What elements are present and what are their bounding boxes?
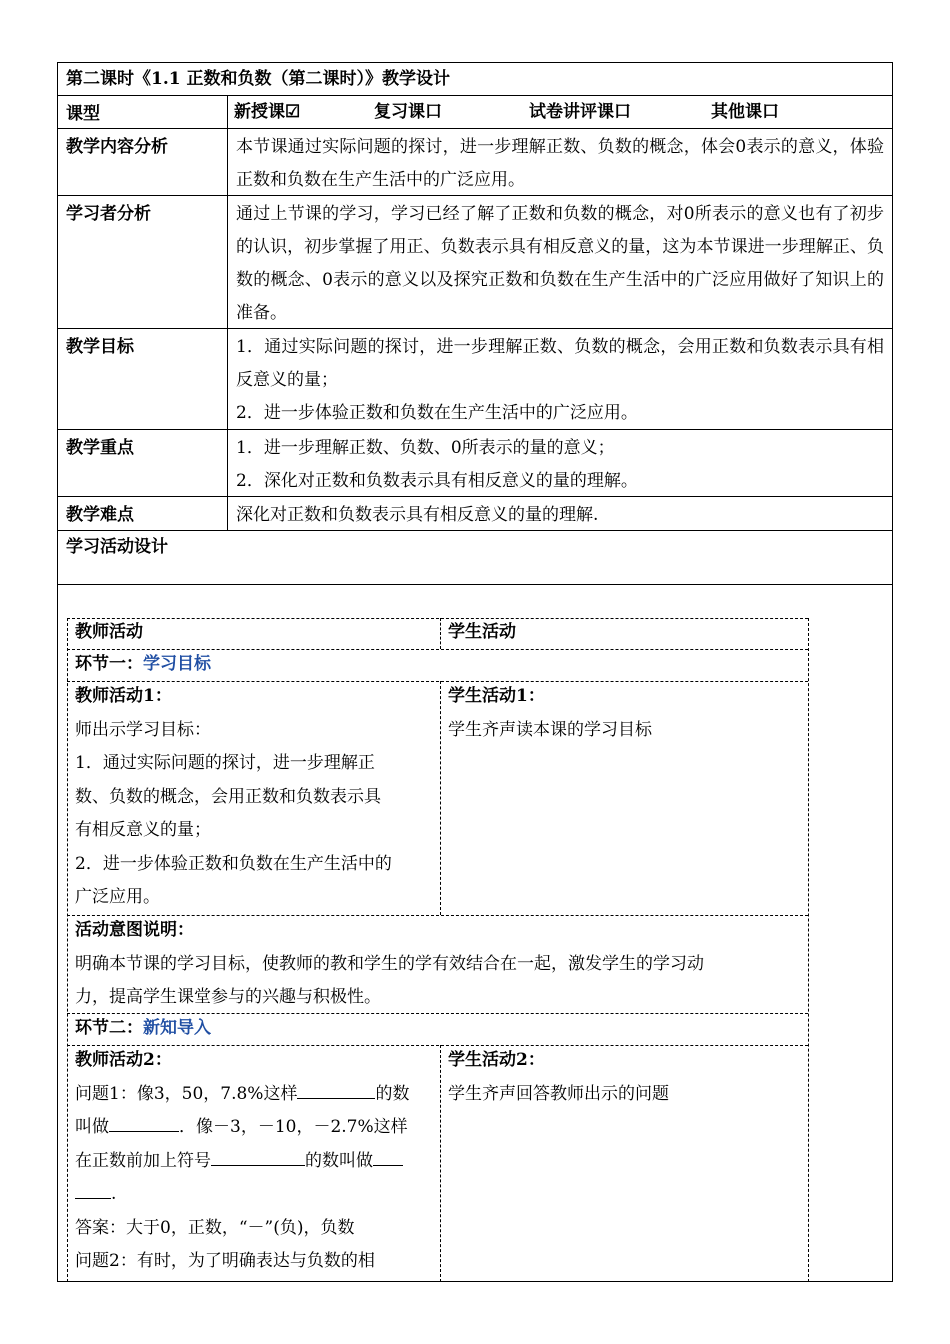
stage2-student-text: 学生齐声回答教师出示的问题 [448, 1083, 669, 1104]
stage1-student-cell [440, 680, 808, 747]
objectives-row [58, 329, 892, 430]
objectives-list [228, 329, 892, 432]
learner-analysis-row [58, 196, 892, 329]
text-line: 广泛应用。 [75, 887, 160, 907]
text-line: 1．通过实际问题的探讨，进一步理解正 [75, 753, 375, 773]
key-point-item: 2．深化对正数和负数表示具有相反意义的量的理解。 [236, 471, 638, 491]
stage1-teacher-title: 教师活动1： [75, 686, 172, 706]
text-line: 数、负数的概念，会用正数和负数表示具 [75, 786, 381, 807]
difficulties-text: 深化对正数和负数表示具有相反意义的量的理解. [236, 505, 599, 525]
stage1-teacher-cell [67, 680, 440, 915]
question1-line2 [75, 1111, 432, 1145]
text-segment: 的数叫做 [305, 1150, 373, 1171]
stage1-prefix: 环节一： [75, 654, 143, 674]
stage2-heading [67, 1012, 808, 1046]
text-line: 力，提高学生课堂参与的兴趣与积极性。 [75, 987, 381, 1007]
text-segment: 在正数前加上符号 [75, 1150, 211, 1171]
objectives-label: 教学目标 [58, 329, 228, 429]
difficulties-label: 教学难点 [58, 497, 228, 530]
content-analysis-text: 本节课通过实际问题的探讨，进一步理解正数、负数的概念，体会0表示的意义，体验正数和负数在生产生活中的广泛应用。 [236, 137, 884, 190]
option-other-lesson[interactable]: 其他课口 [711, 102, 779, 122]
stage1-student-title: 学生活动1： [448, 686, 545, 706]
key-point-item: 1．进一步理解正数、负数、0所表示的量的意义； [236, 438, 615, 458]
key-points-label: 教学重点 [58, 430, 228, 496]
fill-blank[interactable] [211, 1147, 305, 1166]
student-activity-header: 学生活动 [448, 622, 516, 642]
activity-table [67, 618, 809, 1282]
course-type-options [234, 98, 779, 126]
text-line: 明确本节课的学习目标，使教师的教和学生的学有效结合在一起，激发学生的学习动 [75, 953, 704, 974]
question1-line3 [75, 1145, 432, 1179]
fill-blank[interactable] [75, 1180, 111, 1199]
stage2-student-title: 学生活动2： [448, 1050, 545, 1070]
stage1-heading [67, 648, 808, 682]
course-type-label: 课型 [58, 96, 228, 128]
activity-design-row [58, 531, 892, 585]
divider [808, 618, 809, 1282]
objective-item: 2．进一步体验正数和负数在生产生活中的广泛应用。 [236, 403, 638, 423]
option-review-lesson[interactable]: 复习课口 [374, 102, 442, 122]
stage1-intent-cell [67, 914, 808, 1015]
text-segment: 叫做 [75, 1117, 109, 1137]
content-analysis-row [58, 129, 892, 196]
stage2-teacher-title: 教师活动2： [75, 1050, 172, 1070]
course-type-row [58, 96, 892, 129]
learner-analysis-text: 通过上节课的学习，学习已经了解了正数和负数的概念，对0所表示的意义也有了初步的认识，初步掌握了用正、负数表示具有相反意义的量，这为本节课进一步理解正、负数的概念、0表示的意义以及探究正数和负数在生产生活中的广泛应用做好了知识上的准备。 [236, 204, 884, 323]
text-segment: 问题1：像3，50，7.8%这样 [75, 1083, 298, 1104]
teacher-activity-header: 教师活动 [75, 622, 143, 642]
stage1-student-text: 学生齐声读本课的学习目标 [448, 719, 652, 740]
title-row [58, 63, 892, 96]
answer-line: 答案：大于0，正数，“－”(负)，负数 [75, 1217, 355, 1238]
text-segment: . [111, 1184, 117, 1204]
key-points-row [58, 430, 892, 497]
text-segment: ．像－3，－10，－2.7%这样 [179, 1117, 408, 1137]
question1-line4 [75, 1178, 432, 1212]
text-line: 师出示学习目标： [75, 719, 211, 740]
fill-blank[interactable] [373, 1147, 403, 1166]
activity-design-label: 学习活动设计 [66, 537, 168, 557]
text-segment: 的数 [375, 1083, 410, 1104]
stage2-prefix: 环节二： [75, 1018, 143, 1038]
option-exam-review-lesson[interactable]: 试卷讲评课口 [529, 102, 631, 122]
doc-title: 第二课时《1.1 正数和负数（第二课时）》教学设计 [66, 69, 450, 89]
intent-title: 活动意图说明： [75, 920, 194, 940]
objective-item: 1．通过实际问题的探讨，进一步理解正数、负数的概念，会用正数和负数表示具有相反意义的量； [236, 337, 884, 390]
stage2-teacher-cell [67, 1044, 440, 1279]
learner-analysis-label: 学习者分析 [58, 196, 228, 328]
stage1-name: 学习目标 [143, 654, 211, 674]
fill-blank[interactable] [297, 1080, 375, 1099]
difficulties-row [58, 497, 892, 531]
text-line: 有相反意义的量； [75, 820, 211, 840]
question2-line: 问题2：有时，为了明确表达与负数的相 [75, 1251, 375, 1271]
text-line: 2．进一步体验正数和负数在生产生活中的 [75, 853, 392, 874]
key-points-list [228, 430, 892, 500]
option-new-lesson[interactable]: 新授课☑ [234, 102, 301, 122]
stage2-student-cell [440, 1044, 808, 1111]
question1-line1 [75, 1078, 432, 1112]
content-analysis-label: 教学内容分析 [58, 129, 228, 195]
stage2-name: 新知导入 [143, 1018, 211, 1038]
fill-blank[interactable] [109, 1113, 179, 1132]
